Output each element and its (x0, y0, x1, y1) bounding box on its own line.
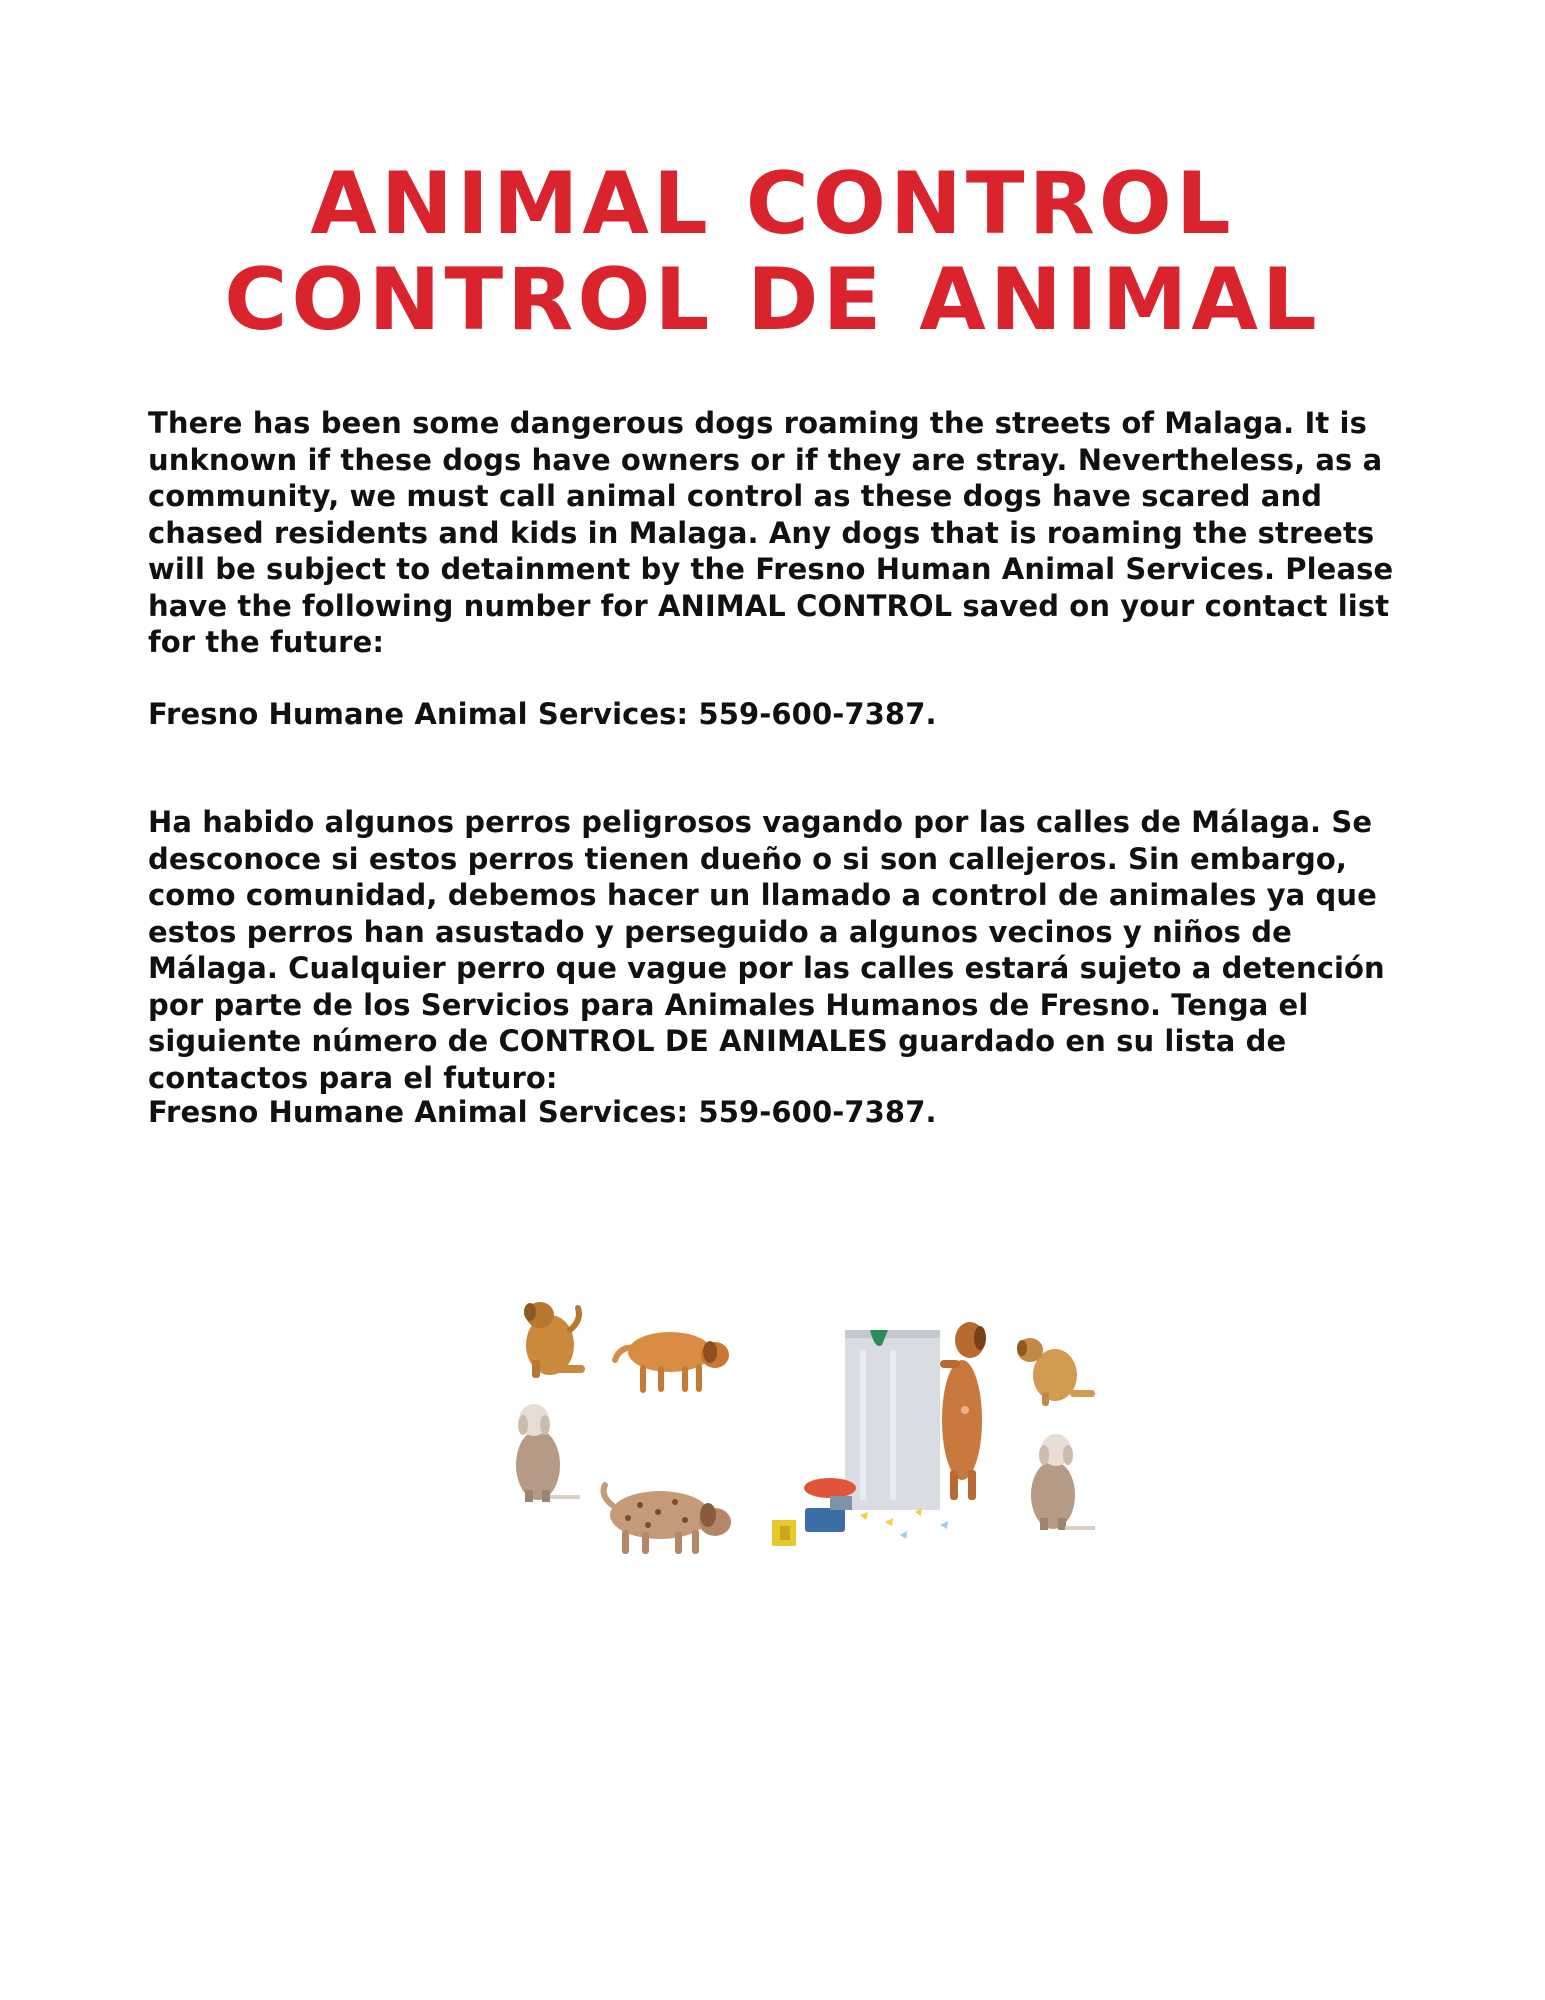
dog-standing-on-trash (940, 1322, 986, 1500)
dog-sitting-grey-left (516, 1404, 580, 1502)
spanish-paragraph: Ha habido algunos perros peligrosos vagando por las calles de Málaga. Se desconoce si estos perros tienen dueño o si son callejeros. Sin embargo, como comunidad, debemos hacer un llamado a control de animales ya que estos perros han asustado y perseguido a algunos vecinos y niños de Málaga. Cualquier perro que vague por las calles estará sujeto a detención por parte de los Servicios para Animales Humanos de Fresno. Tenga el siguiente número de CONTROL DE ANIMALES guardado en su lista de contactos para el futuro: (148, 805, 1385, 1095)
english-phone-line: Fresno Humane Animal Services: 559-600-7387. (148, 697, 937, 731)
dog-walking-orange (615, 1332, 729, 1393)
dog-sitting-grey-right (1031, 1434, 1095, 1530)
title-english: ANIMAL CONTROL (310, 154, 1235, 254)
dog-spotted-sniffing (604, 1485, 731, 1554)
dog-scratching-left (524, 1302, 585, 1378)
title-spanish: CONTROL DE ANIMAL (224, 250, 1321, 350)
trash-can (845, 1330, 940, 1510)
spanish-phone-line: Fresno Humane Animal Services: 559-600-7387. (148, 1095, 937, 1129)
dog-scratching-right (1017, 1338, 1095, 1406)
stray-dogs-illustration (510, 1290, 1100, 1580)
english-paragraph: There has been some dangerous dogs roaming the streets of Malaga. It is unknown if these dogs have owners or if they are stray. Nevertheless, as a community, we must call animal control as these dogs have scared and chased residents and kids in Malaga. Any dogs that is roaming the streets will be subject to detainment by the Fresno Human Animal Services. Please have the following number for ANIMAL CONTROL saved on your contact list for the future: (148, 406, 1394, 659)
